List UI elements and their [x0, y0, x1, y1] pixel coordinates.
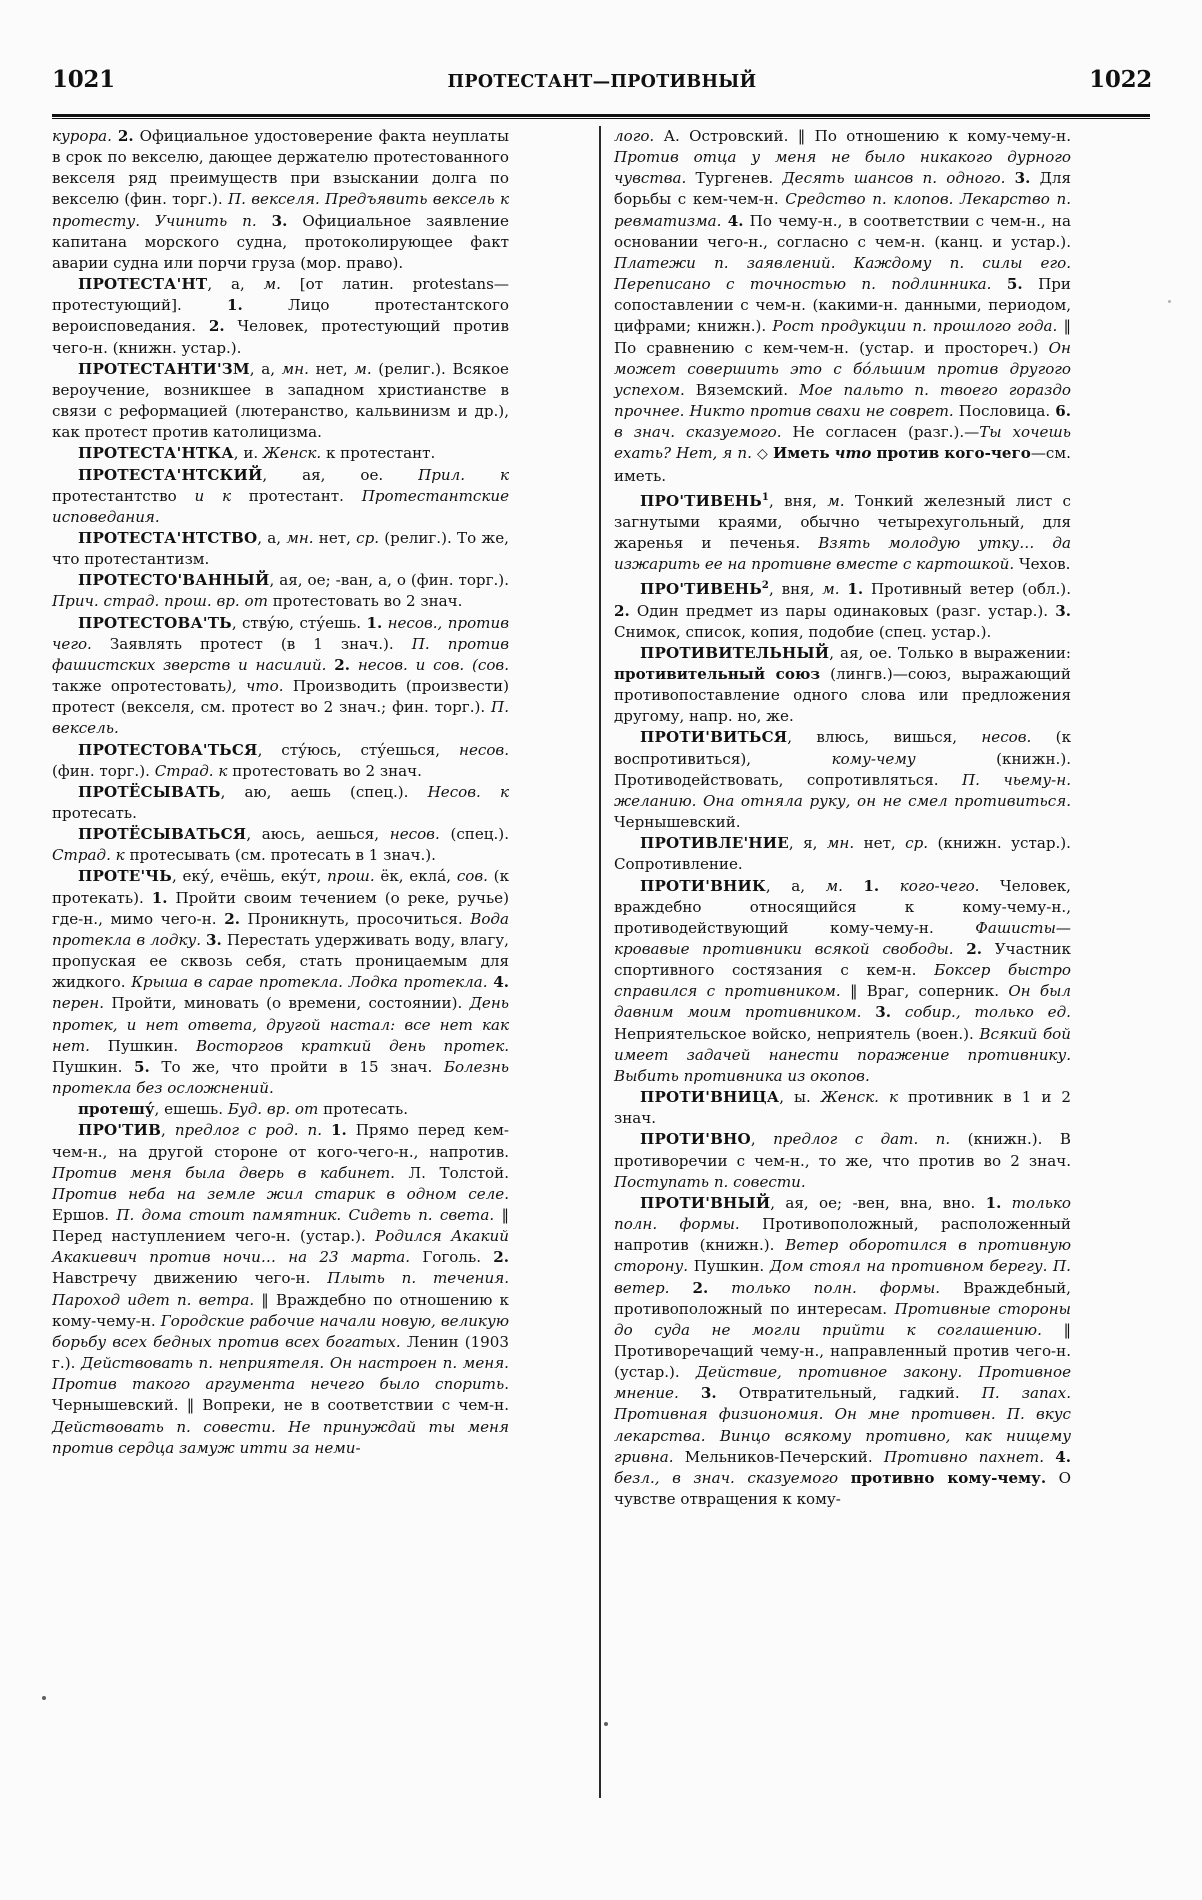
dictionary-entry: ПРО'ТИВ, предлог с род. п. 1. Прямо перед кем-чем-н., на другой стороне от кого-чего-н., напротив. Против меня была дверь в кабинет. Л. Толстой. Против неба на земле жил старик в одном селе. Ершов. П. дома стоит памятник. Сидеть п. света. ‖ Перед наступлением чего-н. (устар.). Родился Акакий Акакиевич против ночи… на 23 марта. Гоголь. 2. Навстречу движению чего-н. Плыть п. течения. Пароход идет п. ветра. ‖ Враждебно по отношению к кому-чему-н. Городские рабочие начали новую, великую борьбу всех бедных против всех богатых. Ленин (1903 г.). Действовать п. неприятеля. Он настроен п. меня. Против такого аргумента нечего было спорить. Чернышевский. ‖ Вопреки, не в соответствии с чем-н. Действовать п. совести. Не принуждай ты меня против сердца замуж итти за неми- — [52, 1121, 509, 1457]
header-rule — [52, 114, 1150, 117]
scan-speck — [604, 1722, 608, 1726]
dictionary-entry: ПРО'ТИВЕНЬ$^1$, вня, м. Тонкий железный лист с загнутыми краями, обычно четырехугольный, для жаренья и печенья. Взять молодую утку… да изжарить ее на противне вместе с картошкой. Чехов. — [614, 491, 1071, 574]
column-left — [52, 126, 509, 1459]
dictionary-entry: ПРО'ТИВЕНЬ$^2$, вня, м. 1. Противный ветер (обл.). 2. Один предмет из пары одинаковых (разг. устар.). 3. Снимок, список, копия, подобие (спец. устар.). — [614, 580, 1071, 641]
dictionary-entry: ПРОТИ'ВНИЦА, ы. Женск. к противник в 1 и 2 знач. — [614, 1088, 1071, 1128]
folio-left: 1021 — [52, 66, 115, 93]
page-header — [52, 66, 1152, 100]
scan-speck — [1168, 300, 1171, 303]
dictionary-entry: ПРОТИ'ВНИК, а, м. 1. кого-чего. Человек, враждебно относящийся к кому-чему-н., противодействующий кому-чему-н. Фашисты—кровавые противники всякой свободы. 2. Участник спортивного состязания с кем-н. Боксер быстро справился с противником. ‖ Враг, соперник. Он был давним моим противником. 3. собир., только ед. Неприятельское войско, неприятель (воен.). Всякий бой имеет задачей нанести поражение противнику. Выбить противника из окопов. — [614, 876, 1072, 1085]
dictionary-entry: ПРОТЕСТОВА'ТЬ, ству́ю, сту́ешь. 1. несов., против чего. Заявлять протест (в 1 знач.). П. против фашистских зверств и насилий. 2. несов. и сов. (сов. также опротестовать), что. Производить (произвести) протест (векселя, см. протест во 2 знач.; фин. торг.). П. вексель. — [52, 613, 509, 738]
dictionary-entry: протешу́, ешешь. Буд. вр. от протесать. — [78, 1100, 409, 1119]
dictionary-entry: ПРОТИ'ВНО, предлог с дат. п. (книжн.). В противоречии с чем-н., то же, что против во 2 знач. Поступать п. совести. — [614, 1130, 1071, 1191]
dictionary-entry: ПРОТЕСТО'ВАННЫЙ, ая, ое; -ван, а, о (фин. торг.). Прич. страд. прош. вр. от протестовать во 2 знач. — [52, 571, 509, 611]
dictionary-entry: ПРОТЕСТАНТИ'ЗМ, а, мн. нет, м. (религ.). Всякое вероучение, возникшее в западном христианстве в связи с реформацией (лютеранство, кальвинизм и др.), как протест против католицизма. — [52, 359, 509, 442]
dictionary-entry: ПРОТЁСЫВАТЬ, аю, аешь (спец.). Несов. к протесать. — [52, 782, 510, 822]
entry-continuation: курора. 2. Официальное удостоверение факта неуплаты в срок по векселю, дающее держателю протестованного векселя ряд преимуществ при взыскании долга по векселю (фин. торг.). П. векселя. Предъявить вексель к протесту. Учинить п. 3. Официальное заявление капитана морского судна, протоколирующее факт аварии судна или порчи груза (мор. право). — [52, 127, 509, 272]
text-body — [52, 126, 1150, 1806]
scan-speck — [42, 1696, 46, 1700]
entry-continuation: лого. А. Островский. ‖ По отношению к кому-чему-н. Против отца у меня не было никакого дурного чувства. Тургенев. Десять шансов п. одного. 3. Для борьбы с кем-чем-н. Средство п. клопов. Лекарство п. ревматизма. 4. По чему-н., в соответствии с чем-н., на основании чего-н., согласно с чем-н. (канц. и устар.). Платежи п. заявлений. Каждому п. силы его. Переписано с точностью п. подлинника. 5. При сопоставлении с чем-н. (какими-н. данными, периодом, цифрами; книжн.). Рост продукции п. прошлого года. ‖ По сравнению с кем-чем-н. (устар. и простореч.) Он может совершить это с бо́льшим против другого успехом. Вяземский. Мое пальто п. твоего гораздо прочнее. Никто против свахи не соврет. Пословица. 6. в знач. сказуемого. Не согласен (разг.).—Ты хочешь ехать? Нет, я п. ◇ Иметь что против кого-чего—см. иметь. — [614, 127, 1071, 485]
dictionary-entry: ПРОТИВИТЕЛЬНЫЙ, ая, ое. Только в выражении: противительный союз (лингв.)—союз, выражающий противопоставление одного слова или предложения другому, напр. но, же. — [614, 643, 1071, 726]
dictionary-entry: ПРОТЁСЫВАТЬСЯ, аюсь, аешься, несов. (спец.). Страд. к протесывать (см. протесать в 1 знач.). — [52, 825, 509, 865]
dictionary-entry: ПРОТЕСТОВА'ТЬСЯ, сту́юсь, сту́ешься, несов. (фин. торг.). Страд. к протестовать во 2 знач. — [52, 740, 509, 780]
column-right — [614, 126, 1071, 1510]
dictionary-entry: ПРОТЕСТА'НТСКИЙ, ая, ое. Прил. к протестантство и к протестант. Протестантские исповедания. — [52, 465, 509, 526]
dictionary-entry: ПРОТЕ'ЧЬ, еку́, ечёшь, еку́т, прош. ёк, екла́, сов. (к протекать). 1. Пройти своим течением (о реке, ручье) где-н., мимо чего-н. 2. Проникнуть, просочиться. Вода протекла в лодку. 3. Перестать удерживать воду, влагу, пропуская ее сквозь себя, стать проницаемым для жидкого. Крыша в сарае протекла. Лодка протекла. 4. перен. Пройти, миновать (о времени, состоянии). День протек, и нет ответа, другой настал: все нет как нет. Пушкин. Восторгов краткий день протек. Пушкин. 5. То же, что пройти в 15 знач. Болезнь протекла без осложнений. — [52, 867, 510, 1098]
dictionary-entry: ПРОТИВЛЕ'НИЕ, я, мн. нет, ср. (книжн. устар.). Сопротивление. — [614, 834, 1071, 874]
folio-right: 1022 — [1089, 66, 1152, 93]
dictionary-entry: ПРОТЕСТА'НТ, а, м. [от латин. protestans—протестующий]. 1. Лицо протестантского вероисповедания. 2. Человек, протестующий против чего-н. (книжн. устар.). — [52, 275, 509, 357]
dictionary-entry: ПРОТИ'ВИТЬСЯ, влюсь, вишься, несов. (к воспротивиться), кому-чему (книжн.). Противодействовать, сопротивляться. П. чьему-н. желанию. Она отняла руку, он не смел противиться. Чернышевский. — [614, 728, 1072, 832]
dictionary-entry: ПРОТЕСТА'НТСТВО, а, мн. нет, ср. (религ.). То же, что протестантизм. — [52, 528, 509, 569]
dictionary-entry: ПРОТЕСТА'НТКА, и. Женск. к протестант. — [78, 444, 436, 463]
dictionary-entry: ПРОТИ'ВНЫЙ, ая, ое; -вен, вна, вно. 1. только полн. формы. Противоположный, расположенный напротив (книжн.). Ветер оборотился в противную сторону. Пушкин. Дом стоял на противном берегу. П. ветер. 2. только полн. формы. Враждебный, противоположный по интересам. Противные стороны до суда не могли прийти к соглашению. ‖ Противоречащий чему-н., направленный против чего-н. (устар.). Действие, противное закону. Противное мнение. 3. Отвратительный, гадкий. П. запах. Противная физиономия. Он мне противен. П. вкус лекарства. Винцо всякому противно, как нищему гривна. Мельников-Печерский. Противно пахнет. 4. безл., в знач. сказуемого противно кому-чему. О чувстве отвращения к кому- — [614, 1193, 1071, 1509]
running-title: ПРОТЕСТАНТ—ПРОТИВНЫЙ — [447, 72, 757, 92]
